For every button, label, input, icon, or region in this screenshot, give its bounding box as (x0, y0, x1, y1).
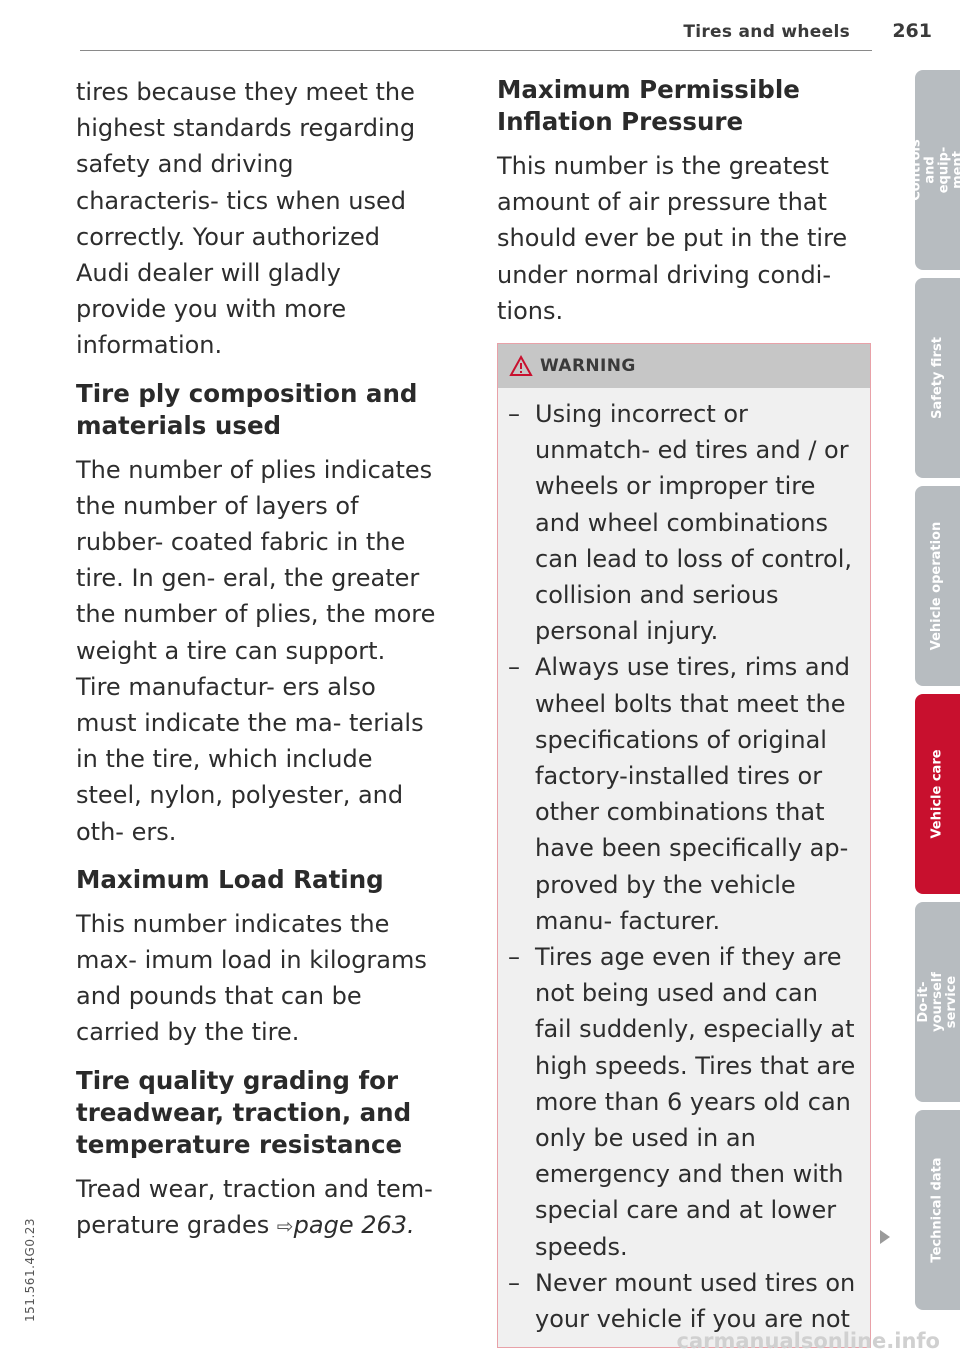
warning-body (498, 388, 870, 1347)
watermark: carmanualsonline.info (676, 1329, 940, 1353)
load-paragraph: This number indicates the max- imum load in kilograms and pounds that can be carried by the tire. (76, 909, 427, 1047)
warning-item: – Never mount used tires on your vehicle if you are not (508, 1268, 856, 1334)
ply-heading: Tire ply composition and materials used (76, 378, 418, 440)
tab-technical-data[interactable]: Technical data (915, 1110, 960, 1310)
intro-paragraph: tires because they meet the highest standards regarding safety and driving characteris- tics when used correctly. Your authorized Audi dealer will gladly provide you with more information. (76, 78, 416, 360)
tab-vehicle-care[interactable]: Vehicle care (915, 694, 960, 894)
warning-item: – Always use tires, rims and wheel bolts that meet the specifications of original factory-installed tires or other combinations that have been specifically ap- proved by the vehicle manu- facturer. (508, 653, 851, 935)
margin-code: 151.561.4G0.23 (23, 1217, 37, 1323)
grading-paragraph (76, 1171, 436, 1244)
ply-paragraph: The number of plies indicates the number of layers of rubber- coated fabric in the tire. In gen- eral, the greater the number of plies, the more weight a tire can support. Tire manufactur- ers also must indicate the ma- terials in the tire, which include steel, nylon, polyester, and oth- ers. (76, 455, 436, 846)
warning-box (497, 343, 871, 1348)
warning-header (498, 344, 870, 388)
pressure-paragraph: This number is the greatest amount of air pressure that should ever be put in the tire under normal driving condi- tions. (497, 152, 848, 325)
left-column (76, 74, 436, 1258)
tab-do-it-yourself[interactable]: Do-it-yourself service (915, 902, 960, 1102)
header-rule (80, 50, 872, 51)
page-reference-link[interactable]: page 263. (293, 1210, 415, 1239)
warning-item: – Using incorrect or unmatch- ed tires and / or wheels or improper tire and wheel combinations can lead to loss of control, collision and serious personal injury. (508, 400, 853, 646)
pressure-heading: Maximum Permissible Inflation Pressure (497, 75, 800, 136)
grading-text: Tread wear, traction and tem- perature grades (76, 1174, 433, 1239)
warning-item: – Tires age even if they are not being used and can fail suddenly, especially at high speeds. Tires that are more than 6 years old can only be used in an emergency and then with special care and at lower speeds. (508, 943, 856, 1261)
right-column (497, 74, 869, 1348)
tab-safety[interactable]: Safety first (915, 278, 960, 478)
arrow-right-icon: ⇨ (276, 1213, 294, 1238)
load-heading: Maximum Load Rating (76, 864, 384, 894)
page-number: 261 (892, 20, 932, 42)
tab-vehicle-operation[interactable]: Vehicle operation (915, 486, 960, 686)
tab-controls[interactable]: Controls and equip- ment (915, 70, 960, 270)
running-header-title: Tires and wheels (683, 22, 850, 42)
continue-arrow-icon (880, 1230, 890, 1244)
warning-triangle-icon (510, 356, 532, 376)
warning-title: WARNING (540, 356, 636, 377)
grading-heading: Tire quality grading for treadwear, traction, and temperature resistance (76, 1065, 412, 1159)
